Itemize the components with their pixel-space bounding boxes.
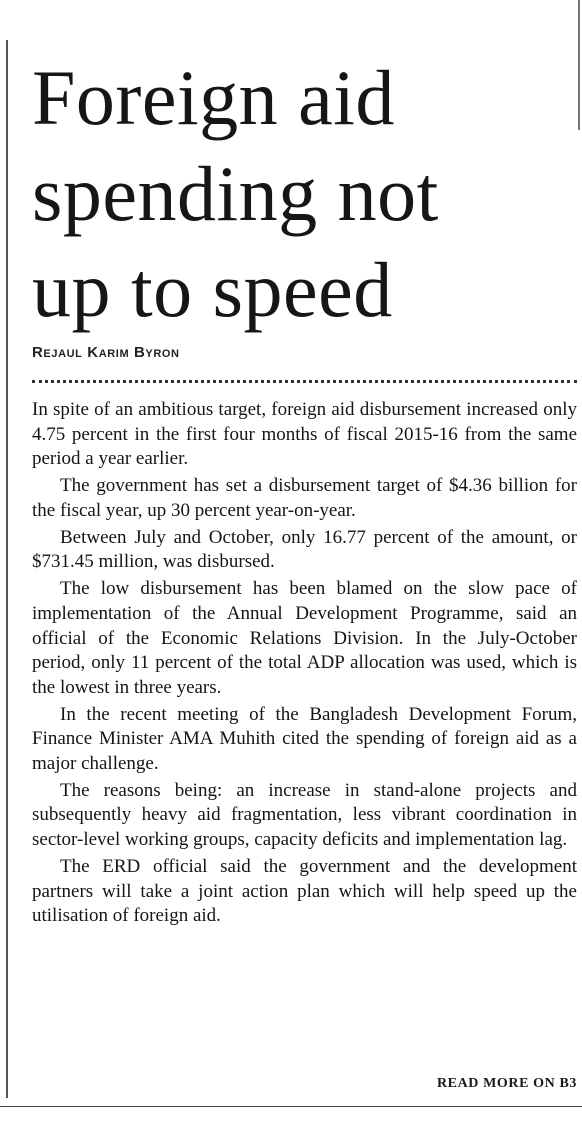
paragraph-7: The ERD official said the government and the development partners will take a joint action plan which will help speed up the utilisation of foreign aid. [32,856,577,927]
paragraph-2: The government has set a disbursement target of $4.36 billion for the fiscal year, up 30 percent year-on-year. [32,475,577,521]
read-more-link[interactable]: READ MORE ON B3 [436,1076,577,1091]
headline-line-3: up to speed [32,246,393,333]
paragraph-3: Between July and October, only 16.77 percent of the amount, or $731.45 million, was disbursed. [32,526,577,573]
paragraph-1: In spite of an ambitious target, foreign aid disbursement increased only 4.75 percent in the first four months of fiscal 2015-16 from the same period a year earlier. [32,399,577,470]
byline: Rejaul Karim Byron [32,344,180,361]
left-column-rule [6,40,8,1098]
headline [32,50,577,338]
right-column-rule [578,0,580,130]
bottom-rule [0,1106,582,1107]
article-body [32,398,577,931]
headline-line-1: Foreign aid [32,54,395,141]
paragraph-4: The low disbursement has been blamed on the slow pace of implementation of the Annual Development Programme, said an official of the Economic Relations Division. In the July-October period, only 11 percent of the total ADP allocation was used, which is the lowest in three years. [32,578,577,698]
headline-line-2: spending not [32,150,439,237]
dotted-divider [32,380,577,383]
paragraph-5: In the recent meeting of the Bangladesh Development Forum, Finance Minister AMA Muhith cited the spending of foreign aid as a major challenge. [32,703,577,774]
paragraph-6: The reasons being: an increase in stand-alone projects and subsequently heavy aid fragmentation, less vibrant coordination in sector-level working groups, capacity deficits and implementation lag. [32,779,577,851]
